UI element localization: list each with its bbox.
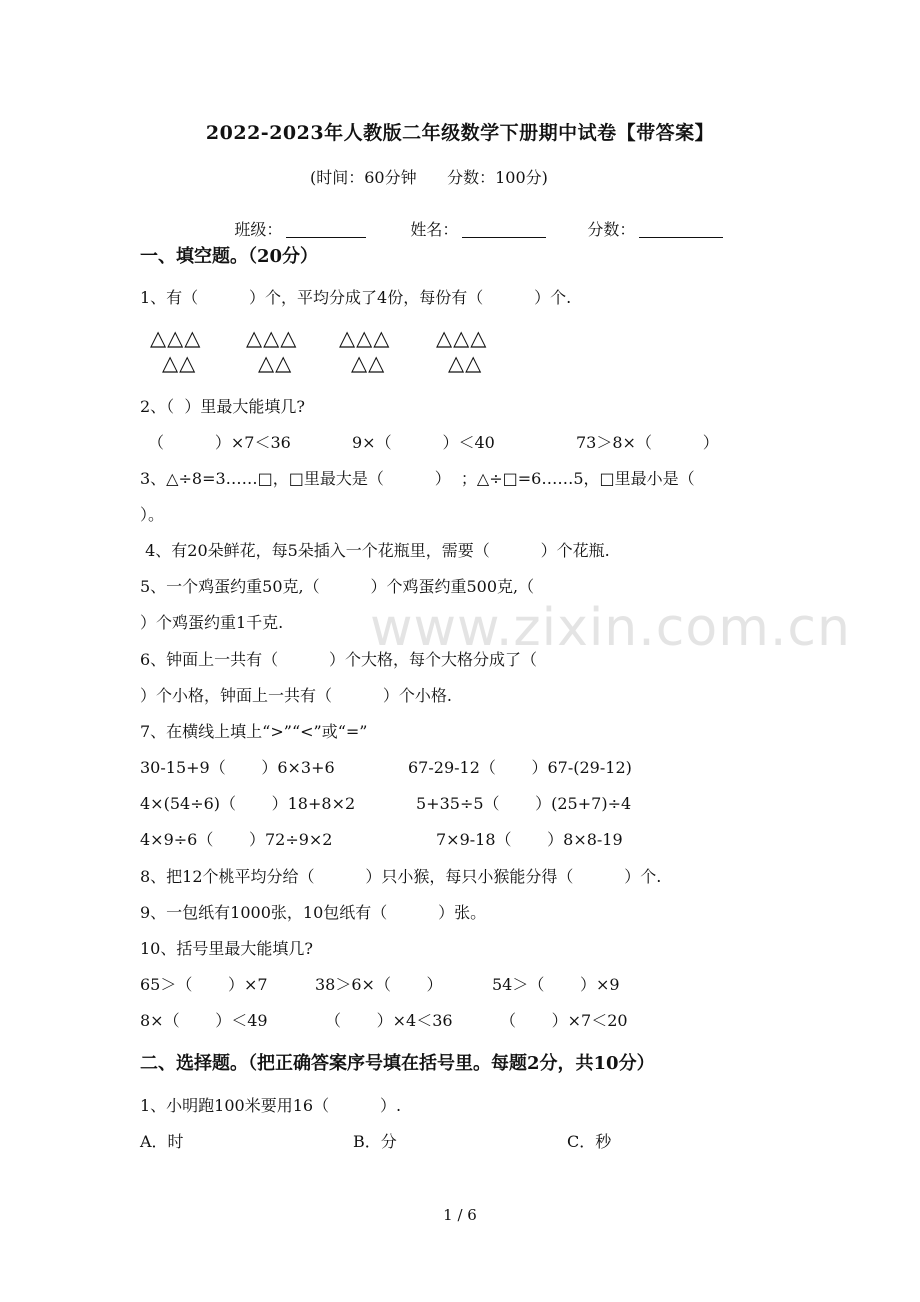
question-2-item-3: 73＞8×（ ） xyxy=(576,433,719,452)
question-1: 1、有（ ）个，平均分成了4份，每份有（ ）个. xyxy=(140,288,572,307)
question-10-row-1-item-1: 65＞（ ）×7 xyxy=(140,975,268,994)
watermark: www.zixin.com.cn xyxy=(370,598,851,658)
question-7-row-3-right: 7×9-18（ ）8×8-19 xyxy=(436,830,623,849)
triangle-group-3-top: △△△ xyxy=(339,326,391,350)
question-7-row-2-left: 4×(54÷6)（ ）18+8×2 xyxy=(140,794,356,813)
choice-option-b: B．分 xyxy=(353,1132,397,1151)
question-10-row-1-item-2: 38＞6×（ ） xyxy=(315,975,443,994)
question-6-line-1: 6、钟面上一共有（ ）个大格，每个大格分成了（ xyxy=(140,650,538,669)
question-7-row-3-left: 4×9÷6（ ）72÷9×2 xyxy=(140,830,333,849)
triangle-group-4-bottom: △△ xyxy=(448,351,483,375)
question-10-row-2-item-2: （ ）×4＜36 xyxy=(325,1011,453,1030)
question-5-line-2: ）个鸡蛋约重1千克. xyxy=(140,613,284,632)
page-title: 2022-2023年人教版二年级数学下册期中试卷【带答案】 xyxy=(205,122,715,144)
name-label: 姓名： xyxy=(410,220,459,239)
triangle-group-4-top: △△△ xyxy=(436,326,488,350)
question-7: 7、在横线上填上“>”“<”或“=” xyxy=(140,722,368,741)
triangle-group-2-top: △△△ xyxy=(246,326,298,350)
question-7-row-2-right: 5+35÷5（ ）(25+7)÷4 xyxy=(416,794,632,813)
question-5-line-1: 5、一个鸡蛋约重50克,（ ）个鸡蛋约重500克,（ xyxy=(140,577,535,596)
question-10-row-1-item-3: 54＞（ ）×9 xyxy=(492,975,620,994)
choice-option-c: C．秒 xyxy=(567,1132,612,1151)
triangle-group-3-bottom: △△ xyxy=(351,351,386,375)
question-8: 8、把12个桃平均分给（ ）只小猴，每只小猴能分得（ ）个. xyxy=(140,867,662,886)
question-2-item-1: （ ）×7＜36 xyxy=(148,433,291,452)
score-blank[interactable] xyxy=(639,221,723,238)
class-blank[interactable] xyxy=(286,221,366,238)
score-label: 分数： xyxy=(587,220,636,239)
section-1-heading: 一、填空题。（20分） xyxy=(140,246,319,267)
question-3-line-2: ）。 xyxy=(140,505,165,524)
class-label: 班级： xyxy=(234,220,283,239)
exam-subtitle: (时间：60分钟 分数：100分) xyxy=(310,168,548,187)
choice-question-1: 1、小明跑100米要用16（ ）. xyxy=(140,1096,402,1115)
section-2-heading: 二、选择题。（把正确答案序号填在括号里。每题2分，共10分） xyxy=(140,1053,655,1074)
question-10: 10、括号里最大能填几? xyxy=(140,939,313,958)
question-2: 2、（ ）里最大能填几? xyxy=(140,397,305,416)
triangle-group-1-bottom: △△ xyxy=(162,351,197,375)
question-9: 9、一包纸有1000张，10包纸有（ ）张。 xyxy=(140,903,487,922)
choice-option-a: A．时 xyxy=(140,1132,184,1151)
score-field xyxy=(567,205,723,254)
triangle-group-2-bottom: △△ xyxy=(258,351,293,375)
name-field xyxy=(390,205,546,254)
triangle-group-1-top: △△△ xyxy=(150,326,202,350)
question-3-line-1: 3、△÷8=3……□，□里最大是（ ） ；△÷□=6……5，□里最小是（ xyxy=(140,469,695,488)
question-6-line-2: ）个小格，钟面上一共有（ ）个小格. xyxy=(140,686,452,705)
question-10-row-2-item-3: （ ）×7＜20 xyxy=(500,1011,628,1030)
question-4: 4、有20朵鲜花，每5朵插入一个花瓶里，需要（ ）个花瓶. xyxy=(140,541,610,560)
question-7-row-1-right: 67-29-12（ ）67-(29-12) xyxy=(408,758,632,777)
page-number: 1 / 6 xyxy=(443,1206,477,1224)
question-10-row-2-item-1: 8×（ ）＜49 xyxy=(140,1011,268,1030)
name-blank[interactable] xyxy=(462,221,546,238)
question-2-item-2: 9×（ ）＜40 xyxy=(352,433,495,452)
question-7-row-1-left: 30-15+9（ ）6×3+6 xyxy=(140,758,335,777)
